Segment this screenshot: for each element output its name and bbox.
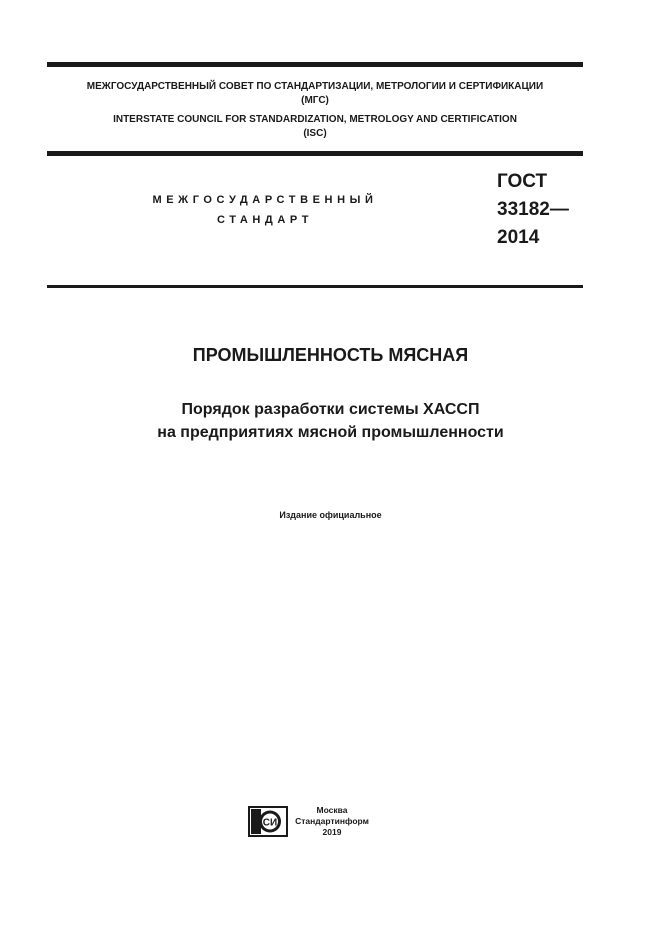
council-name-en: INTERSTATE COUNCIL FOR STANDARDIZATION, METROLOGY AND CERTIFICATION bbox=[113, 114, 517, 125]
publisher-name: Стандартинформ bbox=[295, 816, 369, 826]
publisher-block bbox=[292, 805, 372, 838]
document-title: ПРОМЫШЛЕННОСТЬ МЯСНАЯ bbox=[192, 345, 469, 365]
document-subtitle-line1: Порядок разработки системы ХАССП bbox=[181, 401, 480, 418]
council-abbr-ru: (МГС) bbox=[301, 95, 329, 106]
council-abbr-en: (ISC) bbox=[303, 128, 327, 139]
edition-note: Издание официальное bbox=[279, 510, 382, 520]
standard-type-line1: МЕЖГОСУДАРСТВЕННЫЙ bbox=[152, 194, 378, 206]
council-divider-rule bbox=[47, 151, 583, 156]
top-rule bbox=[47, 62, 583, 67]
publisher-year: 2019 bbox=[322, 827, 342, 837]
standard-type-line2: СТАНДАРТ bbox=[216, 214, 314, 226]
gost-label: ГОСТ bbox=[497, 171, 548, 192]
svg-text:СИ: СИ bbox=[262, 817, 278, 829]
header-bottom-rule bbox=[47, 285, 583, 288]
gost-number: 33182— bbox=[497, 199, 569, 220]
standartinform-logo-icon bbox=[248, 806, 288, 837]
gost-year: 2014 bbox=[497, 227, 540, 248]
document-subtitle-line2: на предприятиях мясной промышленности bbox=[157, 424, 504, 441]
council-name-ru: МЕЖГОСУДАРСТВЕННЫЙ СОВЕТ ПО СТАНДАРТИЗАЦИИ, МЕТРОЛОГИИ И СЕРТИФИКАЦИИ bbox=[86, 81, 544, 92]
publisher-city: Москва bbox=[316, 805, 348, 815]
